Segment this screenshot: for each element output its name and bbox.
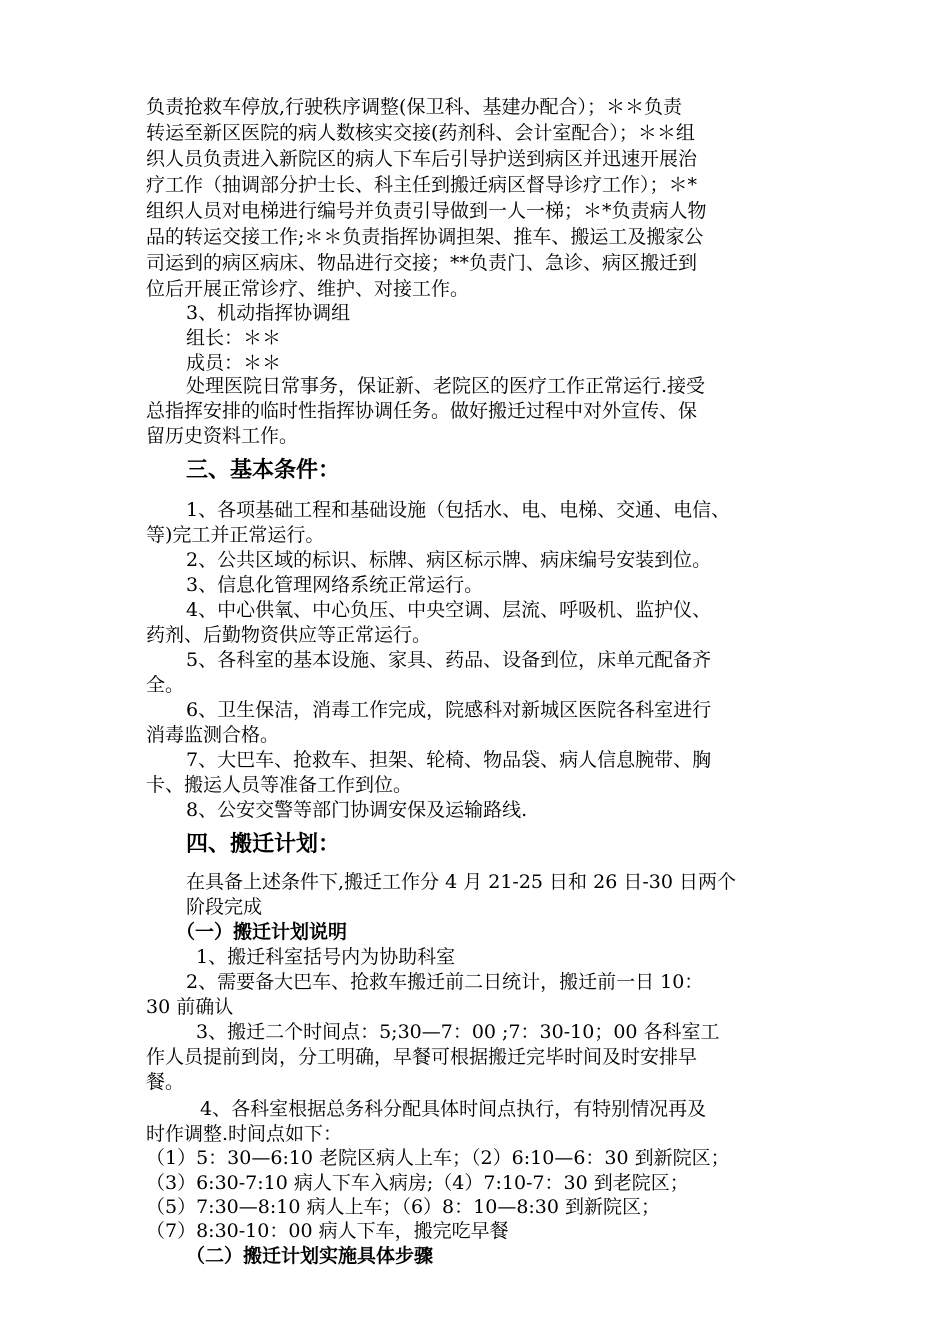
para1-line-8: 位后开展正常诊疗、维护、对接工作。 xyxy=(146,278,470,300)
section3-line-1: 1、各项基础工程和基础设施（包括水、电、电梯、交通、电信、 xyxy=(186,499,731,521)
section4-sub2: （二）搬迁计划实施具体步骤 xyxy=(186,1245,434,1267)
section3-line-5: 4、中心供氧、中心负压、中央空调、层流、呼吸机、监护仪、 xyxy=(186,599,712,621)
group3-desc-2: 总指挥安排的临时性指挥协调任务。做好搬迁过程中对外宣传、保 xyxy=(146,400,698,422)
para1-line-3: 织人员负责进入新院区的病人下车后引导护送到病区并迅速开展治 xyxy=(146,148,698,170)
section3-line-10: 消毒监测合格。 xyxy=(146,724,280,746)
section3-line-4: 3、信息化管理网络系统正常运行。 xyxy=(186,574,484,596)
time-slot-line-2: （3）6:30-7:10 病人下车入病房;（4）7:10-7：30 到老院区； xyxy=(146,1172,689,1194)
section4-heading: 四、搬迁计划： xyxy=(186,832,341,857)
plan-item-4: 3、搬迁二个时间点：5;30—7：00 ;7：30-10；00 各科室工 xyxy=(196,1021,720,1043)
group3-title: 3、机动指挥协调组 xyxy=(186,302,351,324)
para1-line-7: 司运到的病区病床、物品进行交接；**负责门、急诊、病区搬迁到 xyxy=(146,252,698,274)
section4-sub1: （一）搬迁计划说明 xyxy=(176,921,348,943)
para1-line-4: 疗工作（抽调部分护士长、科主任到搬迁病区督导诊疗工作）；＊* xyxy=(146,174,698,196)
section3-line-7: 5、各科室的基本设施、家具、药品、设备到位，床单元配备齐 xyxy=(186,649,712,671)
plan-item-1: 1、搬迁科室括号内为协助科室 xyxy=(196,946,456,968)
section3-line-3: 2、公共区域的标识、标牌、病区标示牌、病床编号安装到位。 xyxy=(186,549,712,571)
time-slot-line-1: （1）5：30—6:10 老院区病人上车；（2）6:10—6：30 到新院区； xyxy=(146,1147,730,1169)
plan-item-2: 2、需要备大巴车、抢救车搬迁前二日统计，搬迁前一日 10： xyxy=(186,971,704,993)
group3-desc-3: 留历史资料工作。 xyxy=(146,425,299,447)
plan-item-7: 4、各科室根据总务科分配具体时间点执行，有特别情况再及 xyxy=(200,1098,707,1120)
section3-heading: 三、基本条件： xyxy=(186,458,341,483)
section3-line-11: 7、大巴车、抢救车、担架、轮椅、物品袋、病人信息腕带、胸 xyxy=(186,749,712,771)
para1-line-1: 负责抢救车停放,行驶秩序调整(保卫科、基建办配合）；＊＊负责 xyxy=(146,96,682,118)
section3-line-6: 药剂、后勤物资供应等正常运行。 xyxy=(146,624,432,646)
section3-line-12: 卡、搬运人员等准备工作到位。 xyxy=(146,774,413,796)
section3-line-8: 全。 xyxy=(146,674,185,696)
plan-item-5: 作人员提前到岗，分工明确，早餐可根据搬迁完毕时间及时安排早 xyxy=(146,1046,698,1068)
section3-line-13: 8、公安交警等部门协调安保及运输路线. xyxy=(186,799,528,821)
para1-line-5: 组织人员对电梯进行编号并负责引导做到一人一梯；＊*负责病人物 xyxy=(146,200,707,222)
section4-intro-1: 在具备上述条件下,搬迁工作分 4 月 21-25 日和 26 日-30 日两个 xyxy=(186,871,736,893)
plan-item-6: 餐。 xyxy=(146,1071,185,1093)
section4-intro-2: 阶段完成 xyxy=(186,896,263,918)
section3-line-2: 等)完工并正常运行。 xyxy=(146,524,325,546)
group3-desc-1: 处理医院日常事务，保证新、老院区的医疗工作正常运行.接受 xyxy=(186,375,706,397)
group3-leader: 组长：＊＊ xyxy=(186,327,282,349)
plan-item-8: 时作调整.时间点如下： xyxy=(146,1123,343,1145)
time-slot-line-3: （5）7:30—8:10 病人上车；（6）8：10—8:30 到新院区； xyxy=(146,1196,661,1218)
para1-line-6: 品的转运交接工作;＊＊负责指挥协调担架、推车、搬运工及搬家公 xyxy=(146,226,704,248)
section3-line-9: 6、卫生保洁，消毒工作完成，院感科对新城区医院各科室进行 xyxy=(186,699,712,721)
group3-members: 成员：＊＊ xyxy=(186,352,282,374)
time-slot-line-4: （7）8:30-10：00 病人下车，搬完吃早餐 xyxy=(146,1220,509,1242)
para1-line-2: 转运至新区医院的病人数核实交接(药剂科、会计室配合）；＊＊组 xyxy=(146,122,695,144)
plan-item-3: 30 前确认 xyxy=(146,996,234,1018)
